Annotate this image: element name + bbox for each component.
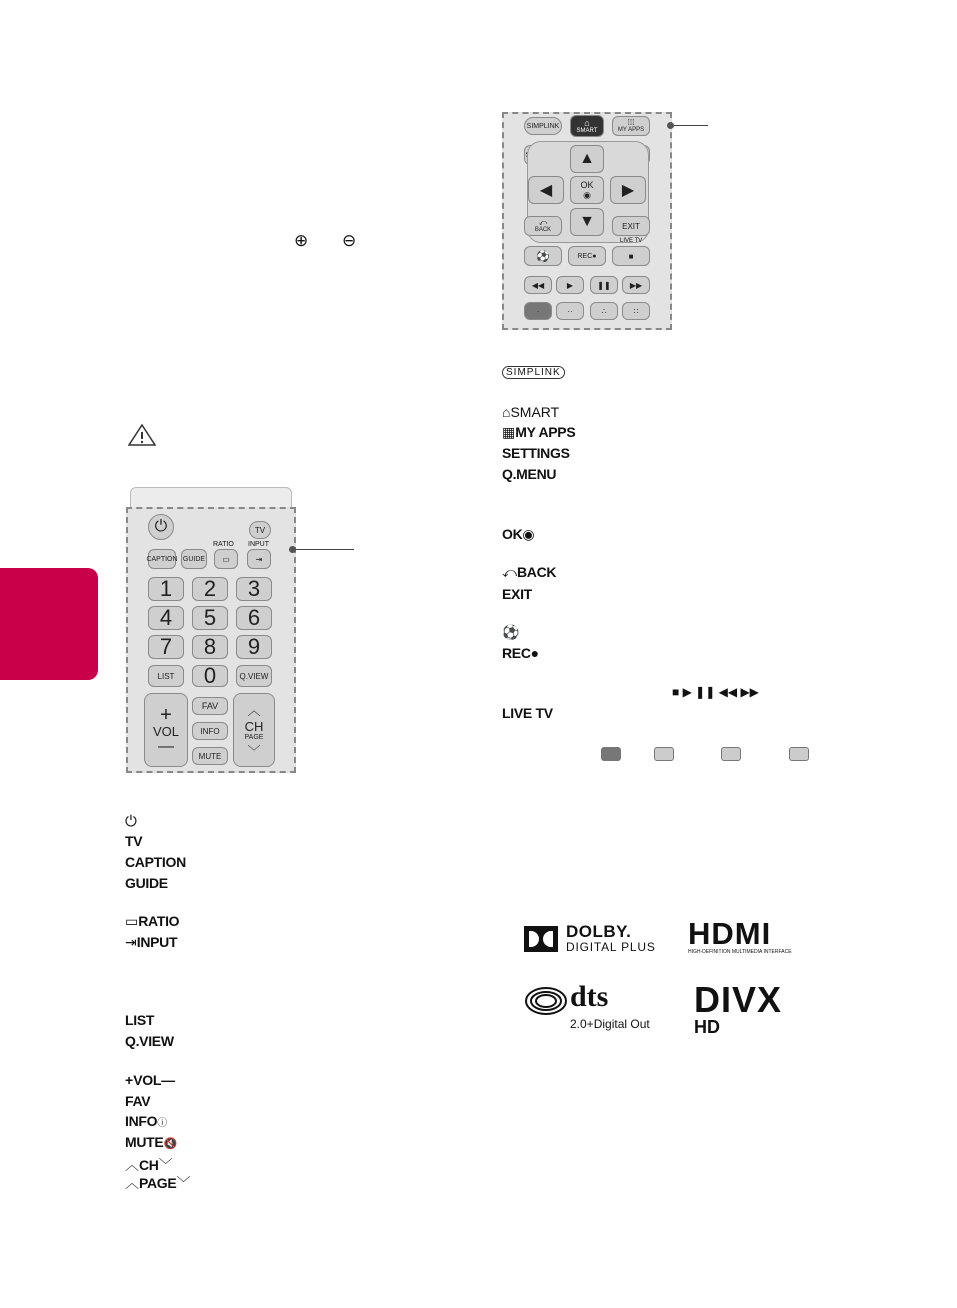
label-simplink: SIMPLINK bbox=[502, 366, 565, 379]
down-arrow-button[interactable]: ▼ bbox=[570, 208, 604, 236]
label-smart-row bbox=[502, 404, 559, 420]
label-tv: TV bbox=[125, 833, 143, 849]
home-icon: ⌂ bbox=[502, 404, 511, 420]
fastforward-button[interactable] bbox=[622, 276, 650, 294]
exit-button[interactable]: EXIT bbox=[612, 216, 650, 236]
rewind-icon: ◀◀ bbox=[718, 685, 738, 699]
callout-dot bbox=[667, 122, 674, 129]
label-info-row bbox=[125, 1113, 167, 1129]
number-0-button[interactable]: 0 bbox=[192, 665, 228, 687]
dolby-subtitle: DIGITAL PLUS bbox=[566, 940, 656, 954]
fastforward-icon: ▶▶ bbox=[740, 685, 759, 699]
number-9-button[interactable]: 9 bbox=[236, 635, 272, 659]
two-dots-icon: ·· bbox=[567, 306, 573, 316]
vol-plus-label: + bbox=[160, 703, 172, 726]
ratio-icon: ▭ bbox=[125, 913, 139, 929]
callout-dot bbox=[289, 546, 296, 553]
dts-subtitle: 2.0+Digital Out bbox=[570, 1017, 650, 1031]
livetv-label: LIVE TV bbox=[620, 238, 643, 244]
page-label: PAGE bbox=[244, 734, 264, 741]
myapps-label: MY APPS bbox=[617, 127, 645, 133]
divx-title: DIVX bbox=[694, 979, 783, 1020]
label-qview: Q.VIEW bbox=[125, 1033, 174, 1049]
fastforward-icon: ▶▶ bbox=[629, 280, 643, 290]
record-dot-icon: ● bbox=[530, 645, 540, 661]
info-button[interactable]: INFO bbox=[192, 722, 228, 740]
guide-button[interactable]: GUIDE bbox=[181, 549, 207, 569]
plus-icon: + bbox=[125, 1072, 134, 1088]
rewind-button[interactable] bbox=[524, 276, 552, 294]
ok-label: OK bbox=[580, 179, 594, 190]
smart-button[interactable] bbox=[570, 115, 604, 137]
caution-icon bbox=[128, 423, 156, 447]
three-dots-icon: ∴ bbox=[601, 306, 607, 316]
ok-button[interactable] bbox=[570, 176, 604, 204]
number-1-button[interactable]: 1 bbox=[148, 577, 184, 601]
rec-button[interactable] bbox=[568, 246, 606, 266]
four-dots-icon: ∷ bbox=[633, 306, 639, 316]
number-7-button[interactable]: 7 bbox=[148, 635, 184, 659]
color-button-2[interactable] bbox=[556, 302, 584, 320]
label-input-row bbox=[125, 934, 177, 951]
label-settings: SETTINGS bbox=[502, 445, 570, 461]
playback-icons-row bbox=[672, 685, 759, 699]
dolby-title: DOLBY. bbox=[566, 922, 632, 941]
record-dot-icon: ● bbox=[592, 252, 597, 260]
label-caption: CAPTION bbox=[125, 854, 186, 870]
dts-title: dts bbox=[570, 980, 609, 1013]
caption-button[interactable]: CAPTION bbox=[148, 549, 176, 569]
label-back: BACK bbox=[516, 564, 557, 580]
power-icon: ⏻ bbox=[125, 813, 137, 830]
soccer-ball-icon: ⚽ bbox=[536, 250, 550, 263]
number-3-button[interactable]: 3 bbox=[236, 577, 272, 601]
color-key-1-icon bbox=[601, 747, 621, 761]
label-mute: MUTE bbox=[125, 1134, 164, 1150]
rewind-icon: ◀◀ bbox=[531, 280, 545, 290]
label-rec: REC bbox=[502, 645, 531, 661]
stop-icon: ■ bbox=[672, 685, 680, 699]
speaker-mute-icon: 🔇 bbox=[163, 1138, 178, 1150]
home-icon: ⌂ bbox=[584, 117, 590, 128]
grid-icon: ▦ bbox=[502, 424, 516, 440]
chevron-up-icon: ︿ bbox=[125, 1175, 139, 1191]
dts-rings-icon bbox=[524, 986, 568, 1016]
stop-icon: ■ bbox=[628, 251, 634, 261]
label-qmenu: Q.MENU bbox=[502, 466, 557, 482]
minus-icon: — bbox=[161, 1072, 176, 1088]
label-ok: OK bbox=[502, 526, 523, 542]
label-vol-row bbox=[125, 1072, 175, 1088]
input-icon: ⇥ bbox=[125, 934, 137, 950]
right-arrow-button[interactable]: ▶ bbox=[610, 176, 646, 204]
vol-minus-label: — bbox=[158, 737, 174, 755]
label-ratio-row bbox=[125, 913, 179, 930]
rec-label: REC bbox=[577, 252, 593, 260]
fav-button[interactable]: FAV bbox=[192, 697, 228, 715]
up-arrow-button[interactable]: ▲ bbox=[570, 145, 604, 173]
dts-logo bbox=[524, 980, 664, 1036]
grid-icon: ⁞⁞⁞ bbox=[627, 118, 635, 127]
label-input: INPUT bbox=[136, 934, 178, 950]
list-button[interactable]: LIST bbox=[148, 665, 184, 687]
back-arrow-icon: ⤺ bbox=[538, 218, 548, 227]
label-vol: VOL bbox=[133, 1072, 162, 1088]
power-button[interactable]: ⏻ bbox=[148, 514, 174, 540]
dolby-double-d-icon bbox=[524, 926, 558, 952]
soccer-ball-icon: ⚽ bbox=[502, 624, 520, 640]
info-icon: ⓘ bbox=[157, 1118, 168, 1129]
vol-label: VOL bbox=[152, 723, 179, 739]
myapps-button[interactable] bbox=[612, 116, 650, 136]
left-arrow-button[interactable]: ◀ bbox=[528, 176, 564, 204]
stop-button[interactable] bbox=[612, 246, 650, 266]
qview-button[interactable]: Q.VIEW bbox=[236, 665, 272, 687]
section-tab bbox=[0, 568, 98, 680]
pause-icon: ❚❚ bbox=[597, 280, 611, 290]
number-8-button[interactable]: 8 bbox=[192, 635, 228, 659]
hdmi-subtitle: HIGH-DEFINITION MULTIMEDIA INTERFACE bbox=[688, 949, 792, 955]
divx-logo bbox=[694, 979, 824, 1040]
ratio-button[interactable]: ▭ bbox=[214, 549, 238, 569]
volume-rocker[interactable] bbox=[144, 693, 188, 767]
chevron-up-icon: ︿ bbox=[125, 1157, 139, 1173]
number-5-button[interactable]: 5 bbox=[192, 606, 228, 630]
label-list: LIST bbox=[125, 1012, 155, 1028]
number-2-button[interactable]: 2 bbox=[192, 577, 228, 601]
hdmi-title: HDMI bbox=[688, 916, 772, 951]
label-page: PAGE bbox=[139, 1175, 177, 1191]
back-arrow-icon: ⤺ bbox=[502, 564, 517, 580]
label-smart: SMART bbox=[510, 404, 560, 420]
back-label: BACK bbox=[534, 227, 552, 233]
label-ch-row bbox=[125, 1155, 173, 1175]
label-guide: GUIDE bbox=[125, 875, 168, 891]
pause-button[interactable] bbox=[590, 276, 618, 294]
plus-circle-icon: ⊕ bbox=[294, 231, 309, 250]
chevron-down-icon: ﹀ bbox=[158, 1157, 173, 1173]
pause-icon: ❚❚ bbox=[695, 685, 716, 699]
callout-line bbox=[670, 125, 708, 126]
input-label: INPUT bbox=[248, 541, 269, 548]
hdmi-logo bbox=[688, 918, 820, 956]
one-dot-icon: · bbox=[536, 306, 540, 316]
play-icon: ▶ bbox=[566, 280, 574, 290]
label-mute-row bbox=[125, 1134, 177, 1150]
input-button[interactable]: ⇥ bbox=[247, 549, 271, 569]
label-ratio: RATIO bbox=[138, 913, 180, 929]
color-button-3[interactable] bbox=[590, 302, 618, 320]
label-ch: CH bbox=[139, 1157, 159, 1173]
chevron-down-icon: ﹀ bbox=[247, 744, 261, 759]
smart-label: SMART bbox=[576, 127, 598, 134]
back-button[interactable] bbox=[524, 216, 562, 236]
label-livetv: LIVE TV bbox=[502, 705, 553, 721]
label-page-row bbox=[125, 1173, 190, 1193]
mute-button[interactable]: MUTE bbox=[192, 747, 228, 765]
label-fav: FAV bbox=[125, 1093, 151, 1109]
simplink-button[interactable]: SIMPLINK bbox=[524, 117, 562, 135]
chevron-down-icon: ﹀ bbox=[176, 1175, 191, 1191]
number-4-button[interactable]: 4 bbox=[148, 606, 184, 630]
color-button-4[interactable] bbox=[622, 302, 650, 320]
number-6-button[interactable]: 6 bbox=[236, 606, 272, 630]
play-icon: ▶ bbox=[682, 685, 692, 699]
target-icon: ◉ bbox=[583, 189, 591, 200]
callout-line bbox=[292, 549, 354, 550]
label-myapps: MY APPS bbox=[515, 424, 576, 440]
sports-button[interactable] bbox=[524, 246, 562, 266]
play-button[interactable] bbox=[556, 276, 584, 294]
ch-label: CH bbox=[244, 719, 264, 734]
ratio-label: RATIO bbox=[213, 541, 234, 548]
label-myapps-row bbox=[502, 424, 575, 441]
label-exit: EXIT bbox=[502, 586, 532, 602]
minus-circle-icon: ⊖ bbox=[342, 231, 357, 250]
label-ok-row bbox=[502, 526, 535, 543]
color-key-3-icon bbox=[721, 747, 741, 761]
label-info: INFO bbox=[125, 1113, 158, 1129]
color-key-4-icon bbox=[789, 747, 809, 761]
label-back-row bbox=[502, 564, 556, 581]
color-button-1[interactable] bbox=[524, 302, 552, 320]
color-key-2-icon bbox=[654, 747, 674, 761]
label-rec-row bbox=[502, 645, 539, 661]
dolby-logo bbox=[524, 924, 664, 960]
divx-hd: HD bbox=[694, 1017, 720, 1037]
tv-button[interactable]: TV bbox=[249, 521, 271, 539]
target-icon: ◉ bbox=[522, 526, 535, 542]
channel-rocker[interactable] bbox=[233, 693, 275, 767]
chevron-up-icon: ︿ bbox=[247, 703, 261, 718]
